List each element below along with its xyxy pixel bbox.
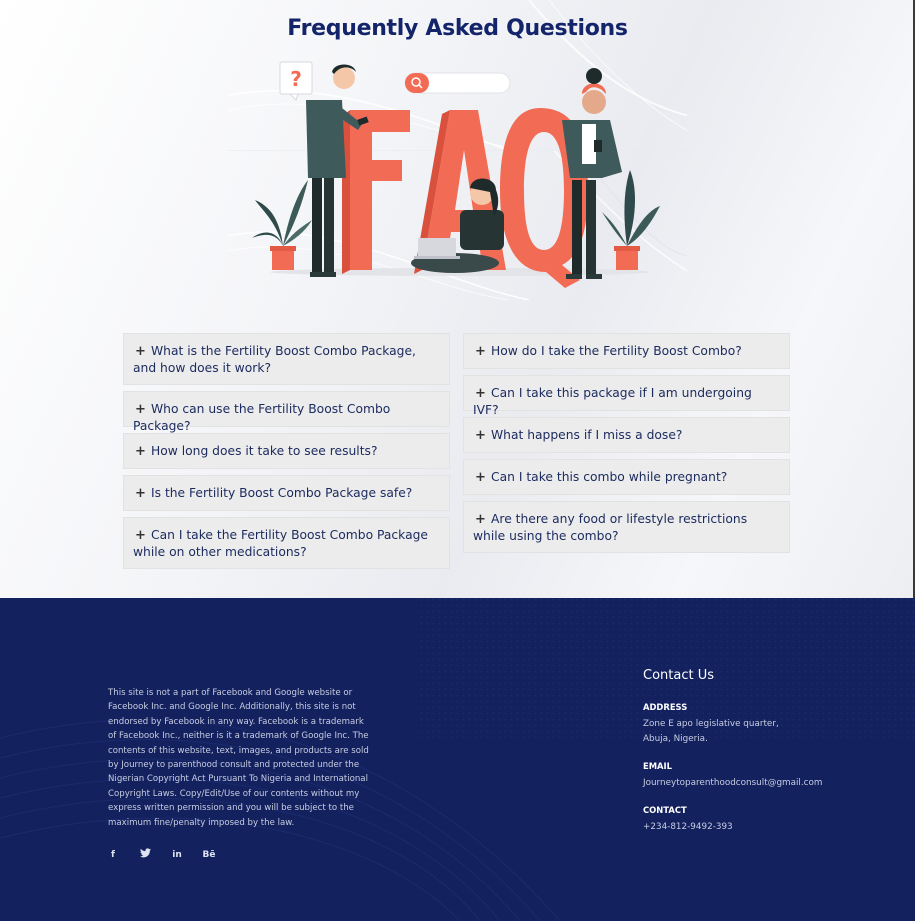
- faq-item-ivf[interactable]: [463, 375, 790, 417]
- plus-icon: +: [475, 428, 486, 443]
- faq-question: Are there any food or lifestyle restrictions while using the combo?: [473, 512, 748, 543]
- faq-item-how-to-take[interactable]: [463, 333, 790, 369]
- faq-question: What happens if I miss a dose?: [491, 428, 683, 442]
- plus-icon: +: [135, 528, 146, 543]
- facebook-icon[interactable]: f: [111, 850, 115, 860]
- phone-link[interactable]: +234-812-9492-393: [643, 822, 733, 832]
- twitter-icon[interactable]: [138, 848, 152, 862]
- faq-question: What is the Fertility Boost Combo Package, and how does it work?: [133, 344, 416, 375]
- faq-item-how-long[interactable]: [123, 433, 450, 469]
- plus-icon: +: [475, 470, 486, 485]
- address-value: Zone E apo legislative quarter, Abuja, Nigeria.: [643, 719, 779, 744]
- behance-icon[interactable]: Bē: [202, 850, 216, 860]
- faq-column-left: [123, 333, 450, 575]
- faq-item-what-is[interactable]: [123, 333, 450, 385]
- faq-question: How long does it take to see results?: [151, 444, 378, 458]
- faq-illustration: [250, 60, 670, 298]
- plus-icon: +: [475, 512, 486, 527]
- footer-disclaimer: This site is not a part of Facebook and Google website or Facebook Inc. and Google Inc. Additionally, this site is not endorsed by Facebook in any way. Facebook is a trademark of Facebook Inc., neither is it a trademark of Google Inc. The contents of this website, text, images, and products are sold by Journey to parenthood consult and protected under the Nigerian Copyright Act Pursuant To Nigeria and International Copyright Laws. Copy/Edit/Use of our contents without my express written permission and you will be subject to the maximum fine/penalty imposed by the law.: [108, 688, 369, 828]
- svg-text:?: ?: [290, 67, 302, 91]
- contact-heading: Contact Us: [643, 668, 714, 683]
- plus-icon: +: [135, 402, 146, 417]
- footer: [0, 598, 915, 921]
- phone-label: CONTACT: [643, 805, 687, 815]
- faq-item-is-safe[interactable]: [123, 475, 450, 511]
- email-link[interactable]: Journeytoparenthoodconsult@gmail.com: [643, 778, 823, 788]
- linkedin-icon[interactable]: in: [172, 850, 182, 860]
- faq-question: How do I take the Fertility Boost Combo?: [491, 344, 742, 358]
- plant-right: [602, 170, 660, 270]
- plus-icon: +: [475, 344, 486, 359]
- plant-left: [252, 180, 312, 270]
- page-title: Frequently Asked Questions: [287, 16, 628, 41]
- question-bubble-icon: [280, 62, 312, 100]
- faq-item-other-medications[interactable]: [123, 517, 450, 569]
- faq-question: Can I take this combo while pregnant?: [491, 470, 728, 484]
- plus-icon: +: [135, 486, 146, 501]
- plus-icon: +: [475, 386, 486, 401]
- faq-item-miss-dose[interactable]: [463, 417, 790, 453]
- faq-column-right: [463, 333, 790, 559]
- faq-item-restrictions[interactable]: [463, 501, 790, 553]
- contact-section: [643, 668, 883, 849]
- faq-question: Who can use the Fertility Boost Combo Package?: [133, 402, 391, 433]
- faq-question: Can I take this package if I am undergoing IVF?: [473, 386, 752, 417]
- faq-item-who-can-use[interactable]: [123, 391, 450, 433]
- address-label: ADDRESS: [643, 702, 688, 712]
- faq-question: Can I take the Fertility Boost Combo Package while on other medications?: [133, 528, 428, 559]
- plus-icon: +: [135, 344, 146, 359]
- email-label: EMAIL: [643, 761, 672, 771]
- faq-item-pregnant[interactable]: [463, 459, 790, 495]
- plus-icon: +: [135, 444, 146, 459]
- search-bar-icon: [405, 73, 510, 93]
- faq-question: Is the Fertility Boost Combo Package safe?: [151, 486, 413, 500]
- social-links: [106, 848, 216, 862]
